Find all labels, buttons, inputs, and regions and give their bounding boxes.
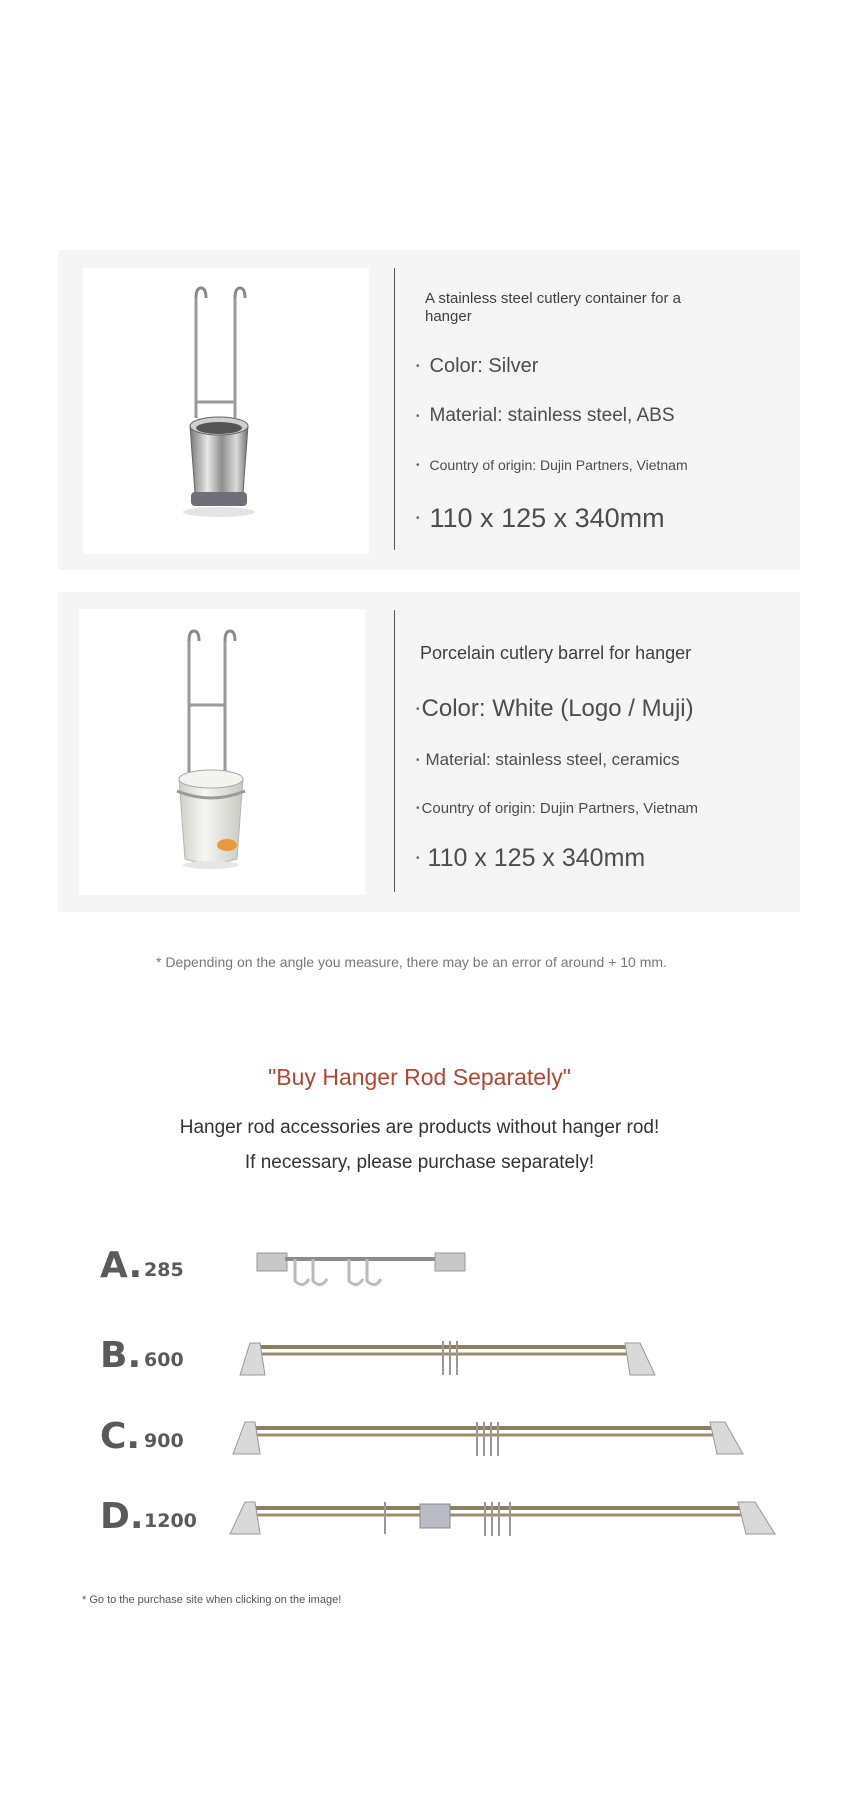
bullet-item: • Color: White (Logo / Muji) <box>416 695 694 722</box>
rod-letter: A. <box>100 1245 143 1286</box>
rod-length: 285 <box>144 1259 184 1281</box>
bullet-dot-icon: • <box>416 459 420 471</box>
silver-cutlery-container-icon <box>83 268 369 554</box>
bullet-item: • 110 x 125 x 340mm <box>416 503 665 533</box>
rod-option-c[interactable] <box>100 1416 780 1476</box>
bullet-dot-icon: • <box>416 361 420 372</box>
bullet-item: • Country of origin: Dujin Partners, Vietnam <box>416 800 699 817</box>
bullet-dot-icon: • <box>416 513 420 524</box>
rod-a-image-icon <box>255 1245 485 1295</box>
bullet-dot-icon: • <box>416 410 420 422</box>
product-card-silver <box>58 250 800 570</box>
promo-line-1: Hanger rod accessories are products without hanger rod! <box>179 1117 660 1138</box>
card-divider <box>394 268 395 550</box>
rod-option-b[interactable] <box>100 1335 780 1395</box>
product-photo-silver[interactable] <box>83 268 369 554</box>
rod-d-image-icon <box>220 1496 780 1546</box>
product-photo-porcelain[interactable] <box>79 609 365 895</box>
bullet-dot-icon: • <box>416 803 420 814</box>
rod-length: 900 <box>144 1430 184 1452</box>
rod-letter: D. <box>100 1496 144 1537</box>
product-title: A stainless steel cutlery container for a hanger <box>425 290 681 325</box>
product-card-porcelain <box>58 592 800 912</box>
promo-title: "Buy Hanger Rod Separately" <box>268 1064 571 1090</box>
rod-letter: C. <box>100 1416 141 1457</box>
rod-c-image-icon <box>225 1416 745 1466</box>
rod-length: 600 <box>144 1349 184 1371</box>
footer-note: * Go to the purchase site when clicking on the image! <box>82 1594 342 1606</box>
bullet-dot-icon: • <box>416 754 420 766</box>
bullet-item: • Color: Silver <box>416 355 539 377</box>
rod-b-image-icon <box>230 1335 660 1385</box>
bullet-item: • Material: stainless steel, ceramics <box>416 750 680 769</box>
porcelain-cutlery-barrel-icon <box>79 609 365 895</box>
bullet-dot-icon: • <box>416 703 420 715</box>
rod-length: 1200 <box>144 1510 197 1532</box>
rod-option-d[interactable] <box>100 1496 780 1556</box>
bullet-item: • 110 x 125 x 340mm <box>416 844 646 872</box>
product-title: Porcelain cutlery barrel for hanger <box>420 643 692 663</box>
bullet-item: • Material: stainless steel, ABS <box>416 405 675 426</box>
measure-note: * Depending on the angle you measure, there may be an error of around + 10 mm. <box>156 954 667 970</box>
bullet-item: • Country of origin: Dujin Partners, Vietnam <box>416 457 688 473</box>
promo-line-2: If necessary, please purchase separately! <box>244 1152 595 1173</box>
bullet-dot-icon: • <box>416 853 420 864</box>
rod-option-a[interactable] <box>100 1245 780 1305</box>
rod-letter: B. <box>100 1335 142 1376</box>
card-divider <box>394 610 395 892</box>
